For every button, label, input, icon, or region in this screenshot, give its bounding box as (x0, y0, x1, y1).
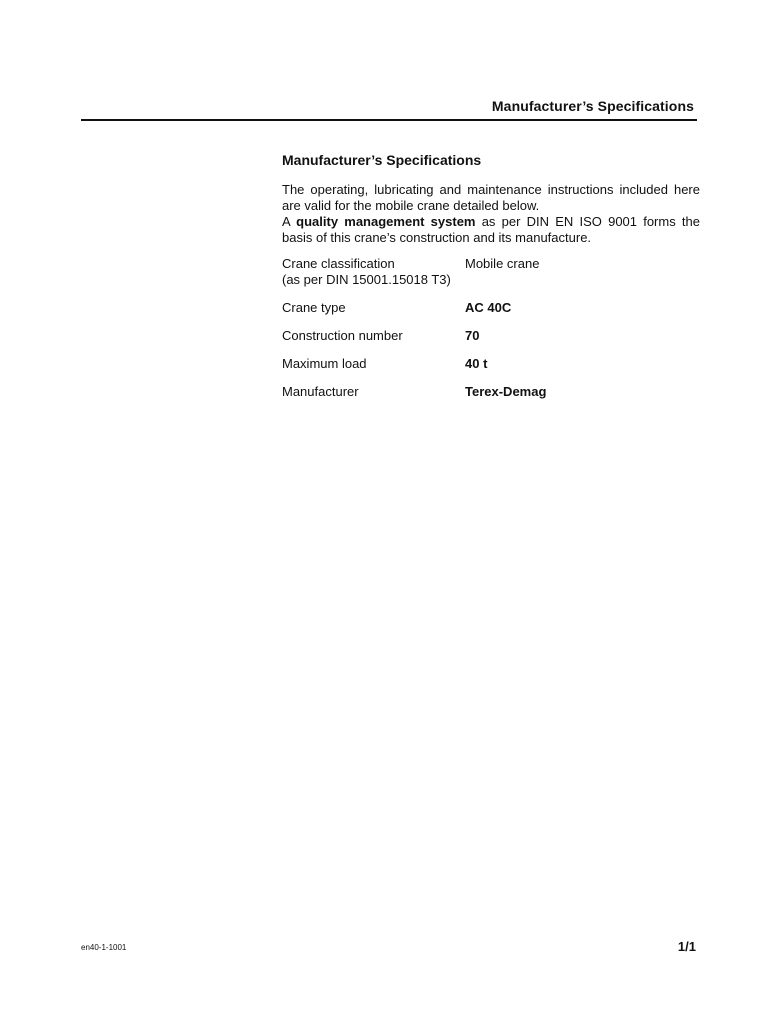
spec-label: Crane classification (282, 256, 395, 271)
intro-prefix: A (282, 214, 297, 229)
spec-value: 40 t (465, 356, 488, 371)
intro-paragraph-2 (282, 214, 700, 246)
intro-suffix: as per DIN EN ISO 9001 forms the basis of this crane’s construction and its manufacture. (282, 214, 700, 245)
spec-row-manufacturer (282, 384, 700, 400)
spec-row-construction-number (282, 328, 700, 344)
spec-label: Maximum load (282, 356, 367, 371)
document-code: en40-1-1001 (81, 943, 127, 952)
spec-value: Mobile crane (465, 256, 540, 271)
intro-paragraph-1: The operating, lubricating and maintenance instructions included here are valid for the mobile crane detailed below. (282, 182, 700, 213)
spec-row-maximum-load (282, 356, 700, 372)
main-content (282, 152, 700, 412)
spec-label: Crane type (282, 300, 346, 315)
spec-label: Manufacturer (282, 384, 359, 399)
page-header-title: Manufacturer’s Specifications (491, 98, 694, 114)
classification-note: (as per DIN 15001.15018 T3) (282, 272, 451, 287)
spec-value: Terex-Demag (465, 384, 547, 399)
section-title: Manufacturer’s Specifications (282, 152, 482, 168)
spec-row-crane-type (282, 300, 700, 316)
spec-label: Construction number (282, 328, 403, 343)
spec-row-classification (282, 256, 700, 272)
spec-value: 70 (465, 328, 480, 343)
header-divider (81, 119, 697, 121)
page-number: 1/1 (677, 939, 696, 954)
intro-text (282, 182, 700, 246)
intro-bold-term: quality management system (296, 214, 476, 229)
spec-value: AC 40C (465, 300, 512, 315)
